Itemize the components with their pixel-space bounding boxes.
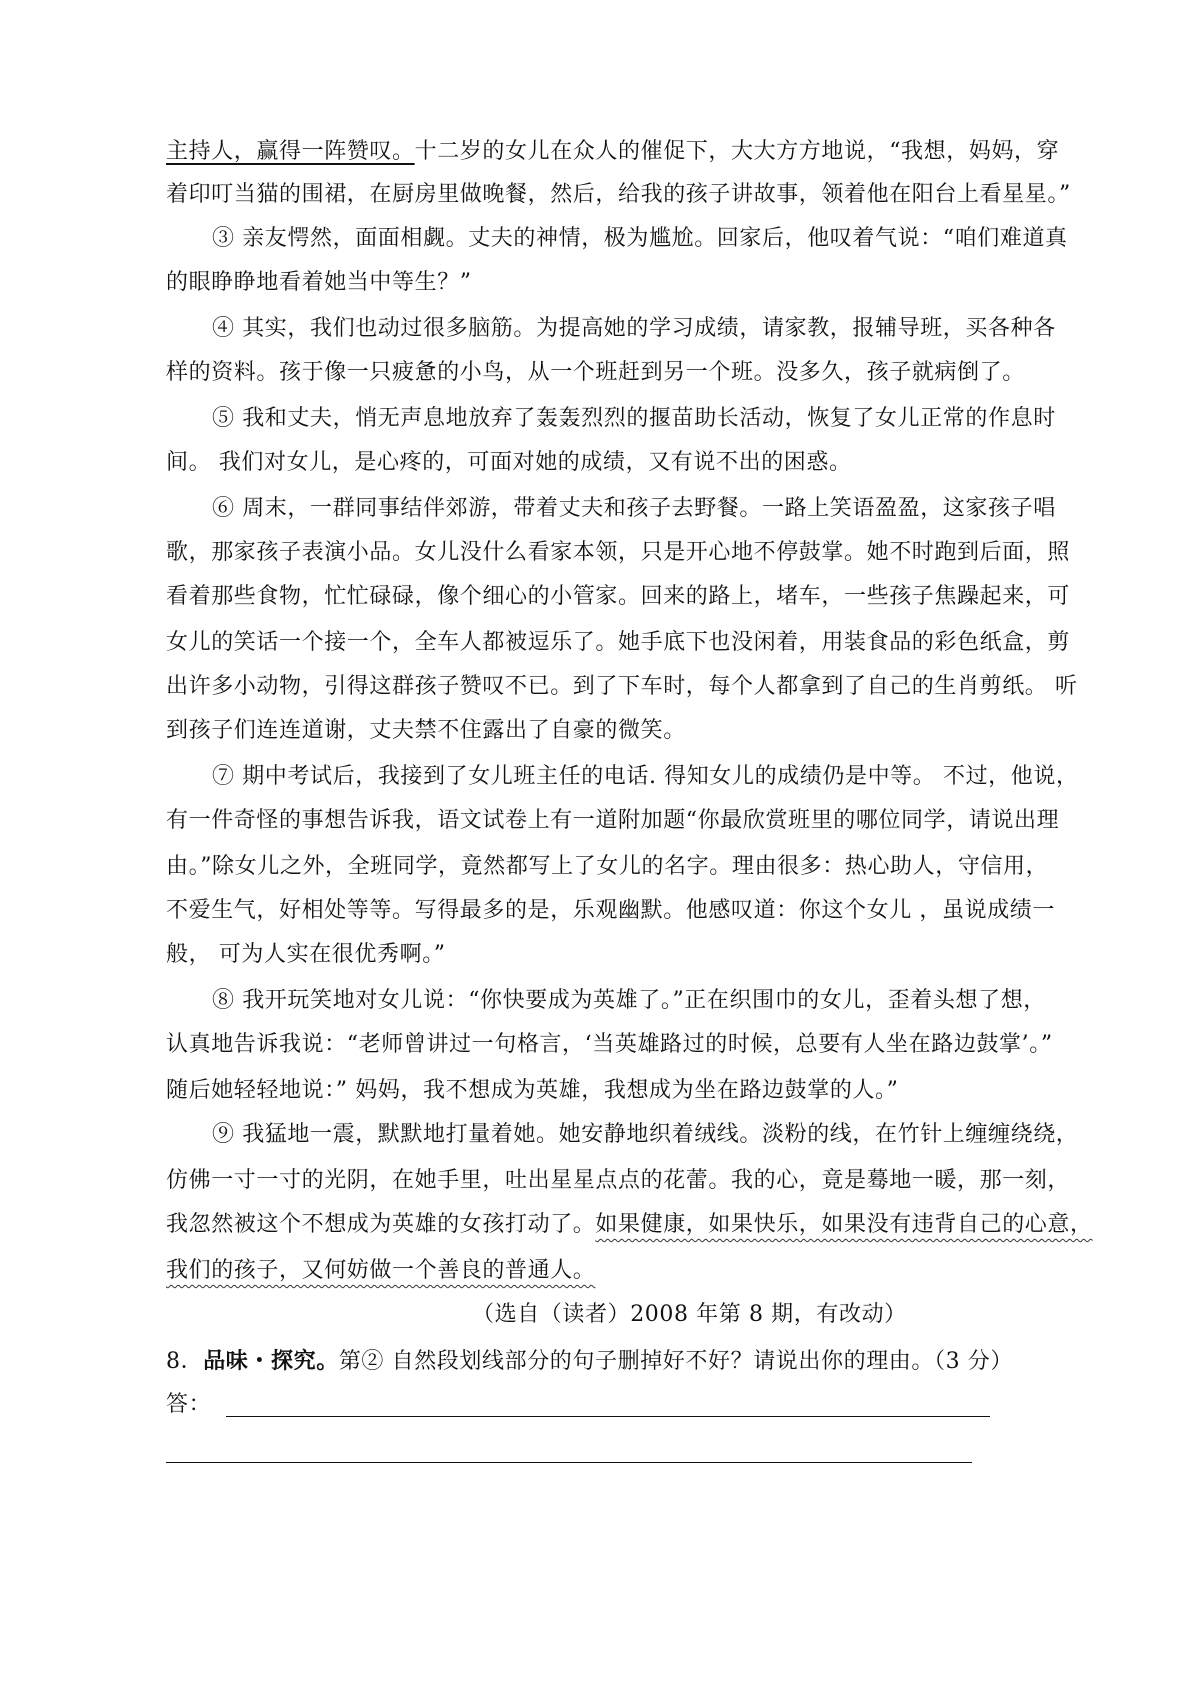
para9-line3	[166, 1210, 1093, 1240]
para7-line1: ⑦ 期中考试后，我接到了女儿班主任的电话. 得知女儿的成绩仍是中等。 不过，他说，	[212, 764, 1079, 789]
para6-line5: 出许多小动物，引得这群孩子赞叹不已。到了下车时，每个人都拿到了自己的生肖剪纸。 听	[166, 674, 1078, 699]
wavy-underlined-sentence-part1: 如果健康，如果快乐，如果没有违背自己的心意，	[595, 1212, 1093, 1237]
question-text: 第② 自然段划线部分的句子删掉好不好？请说出你的理由。（3 分）	[338, 1349, 1013, 1374]
para4-line2: 样的资料。孩于像一只疲惫的小鸟，从一个班赶到另一个班。没多久，孩子就病倒了。	[166, 360, 1025, 385]
answer-label: 答：	[166, 1392, 212, 1417]
answer-line-2[interactable]	[166, 1462, 972, 1463]
question-label: 品味・探究。	[203, 1348, 339, 1374]
para7-line5: 般， 可为人实在很优秀啊。”	[166, 942, 446, 967]
para6-line6: 到孩子们连连道谢，丈夫禁不住露出了自豪的微笑。	[166, 718, 686, 743]
para7-line3: 由。”除女儿之外，全班同学，竟然都写上了女儿的名字。理由很多：热心助人，守信用，	[166, 854, 1049, 879]
para5-line2: 间。 我们对女儿，是心疼的，可面对她的成绩，又有说不出的困惑。	[166, 450, 852, 475]
para3-line1: ③ 亲友愕然，面面相觑。丈夫的神情，极为尴尬。回家后，他叹着气说：“咱们难道真	[212, 226, 1068, 251]
para6-line3: 看着那些食物，忙忙碌碌，像个细心的小管家。回来的路上，堵车，一些孩子焦躁起来，可	[166, 584, 1071, 609]
source-attribution: （选自（读者）2008 年第 8 期，有改动）	[472, 1302, 907, 1327]
para6-line2: 歌，那家孩子表演小品。女儿没什么看家本领，只是开心地不停鼓掌。她不时跑到后面，照	[166, 540, 1071, 565]
para7-line2: 有一件奇怪的事想告诉我，语文试卷上有一道附加题“你最欣赏班里的哪位同学，请说出理	[166, 808, 1060, 833]
para9-line4	[166, 1256, 595, 1286]
para9-line3-plain: 我忽然被这个不想成为英雄的女孩打动了。	[166, 1212, 596, 1237]
para2-line1-rest: 十二岁的女儿在众人的催促下，大大方方地说，“我想，妈妈，穿	[414, 139, 1060, 164]
para6-line4: 女儿的笑话一个接一个，全车人都被逗乐了。她手底下也没闲着，用装食品的彩色纸盒，剪	[166, 630, 1071, 655]
para3-line2: 的眼睁睁地看着她当中等生？”	[166, 270, 472, 295]
para5-line1: ⑤ 我和丈夫，悄无声息地放弃了轰轰烈烈的揠苗助长活动，恢复了女儿正常的作息时	[212, 406, 1056, 431]
para8-line2: 认真地告诉我说：“老师曾讲过一句格言，‘当英雄路过的时候，总要有人坐在路边鼓掌’。”	[166, 1032, 1053, 1057]
para4-line1: ④ 其实，我们也动过很多脑筋。为提高她的学习成绩，请家教，报辅导班，买各种各	[212, 316, 1056, 341]
para9-line2: 仿佛一寸一寸的光阴，在她手里，吐出星星点点的花蕾。我的心，竟是蓦地一暖，那一刻，	[166, 1168, 1071, 1193]
para9-line1: ⑨ 我猛地一震，默默地打量着她。她安静地织着绒线。淡粉的线，在竹针上缠缠绕绕，	[212, 1122, 1079, 1147]
para6-line1: ⑥ 周末，一群同事结伴郊游，带着丈夫和孩子去野餐。一路上笑语盈盈，这家孩子唱	[212, 496, 1056, 521]
question-number: 8．	[166, 1349, 204, 1374]
para8-line1: ⑧ 我开玩笑地对女儿说：“你快要成为英雄了。”正在织围巾的女儿，歪着头想了想，	[212, 988, 1046, 1013]
underlined-sentence: 主持人，赢得一阵赞叹。	[166, 139, 415, 164]
para2-line1	[166, 137, 1059, 167]
para7-line4: 不爱生气，好相处等等。写得最多的是，乐观幽默。他感叹道：你这个女儿 ，虽说成绩一	[166, 898, 1055, 923]
answer-line-1[interactable]	[226, 1416, 990, 1417]
para8-line3: 随后她轻轻地说：” 妈妈，我不想成为英雄，我想成为坐在路边鼓掌的人。”	[166, 1078, 899, 1103]
question-8	[166, 1346, 1013, 1377]
wavy-underlined-sentence-part2: 我们的孩子，又何妨做一个善良的普通人。	[166, 1258, 596, 1283]
para2-line2: 着印叮当猫的围裙，在厨房里做晚餐，然后，给我的孩子讲故事，领着他在阳台上看星星。”	[166, 182, 1071, 207]
